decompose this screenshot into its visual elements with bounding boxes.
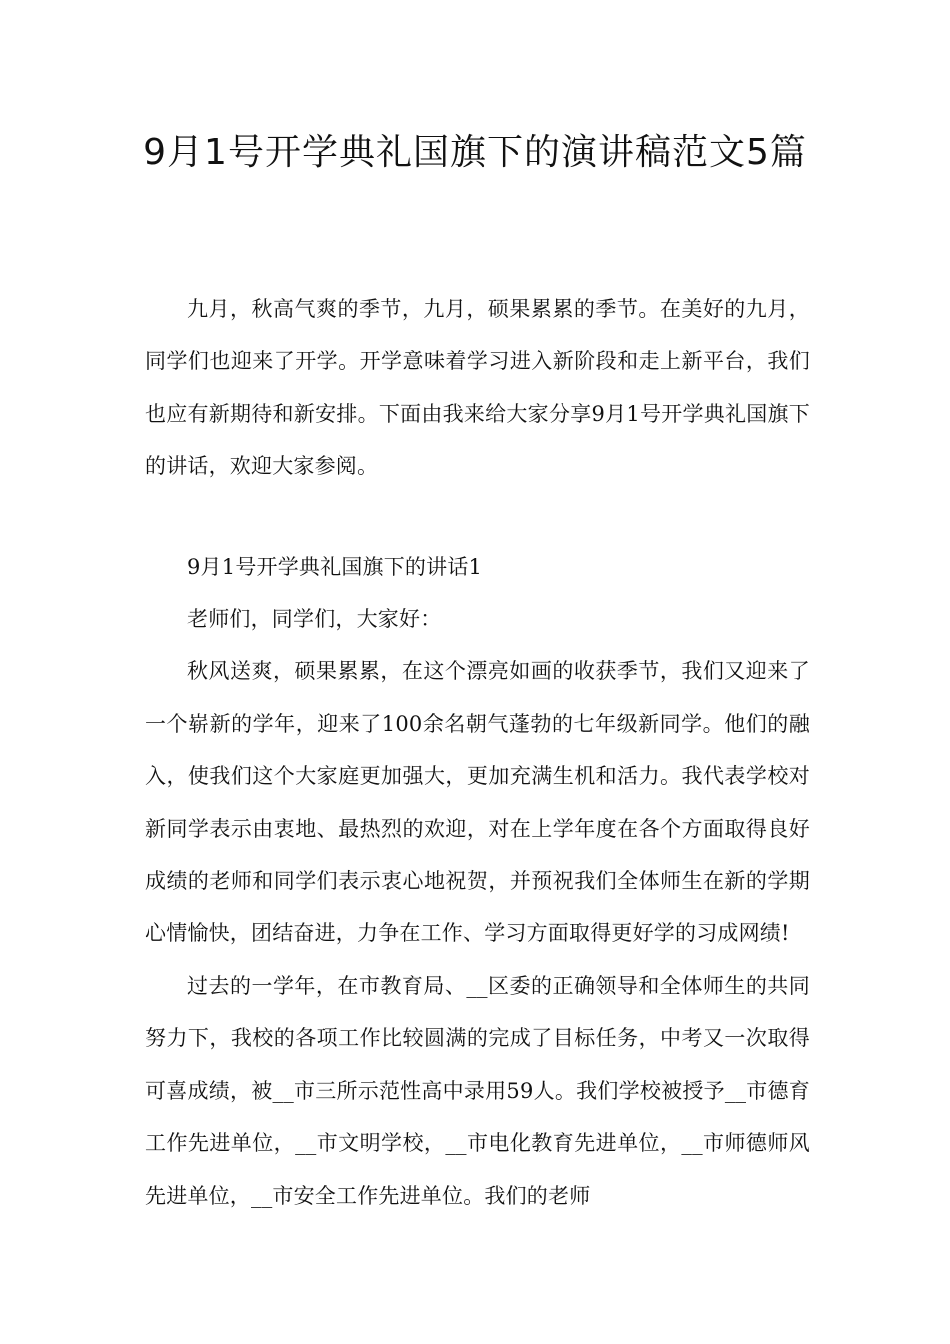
body-paragraph: 过去的一学年，在市教育局、__区委的正确领导和全体师生的共同努力下，我校的各项工作比较圆满的完成了目标任务，中考又一次取得可喜成绩，被__市三所示范性高中录用59人。我们学校被授予__市德育工作先进单位，__市文明学校，__市电化教育先进单位，__市师德师风先进单位，__市安全工作先进单位。我们的老师 (145, 973, 810, 1208)
intro-paragraph: 九月，秋高气爽的季节，九月，硕果累累的季节。在美好的九月，同学们也迎来了开学。开学意味着学习进入新阶段和走上新平台，我们也应有新期待和新安排。下面由我来给大家分享9月1号开学典礼国旗下的讲话，欢迎大家参阅。 (145, 297, 810, 479)
body-paragraph: 秋风送爽，硕果累累，在这个漂亮如画的收获季节，我们又迎来了一个崭新的学年，迎来了100余名朝气蓬勃的七年级新同学。他们的融入，使我们这个大家庭更加强大，更加充满生机和活力。我代表学校对新同学表示由衷地、最热烈的欢迎，对在上学年度在各个方面取得良好成绩的老师和同学们表示衷心地祝贺，并预祝我们全体师生在新的学期心情愉快，团结奋进，力争在工作、学习方面取得更好学的习成网绩! (145, 659, 810, 946)
section-heading: 9月1号开学典礼国旗下的讲话1 (187, 554, 483, 579)
paragraph-gap (145, 493, 810, 541)
document-body (145, 283, 810, 1222)
salutation: 老师们，同学们，大家好： (187, 607, 442, 632)
document-title: 9月1号开学典礼国旗下的演讲稿范文5篇 (143, 132, 807, 173)
